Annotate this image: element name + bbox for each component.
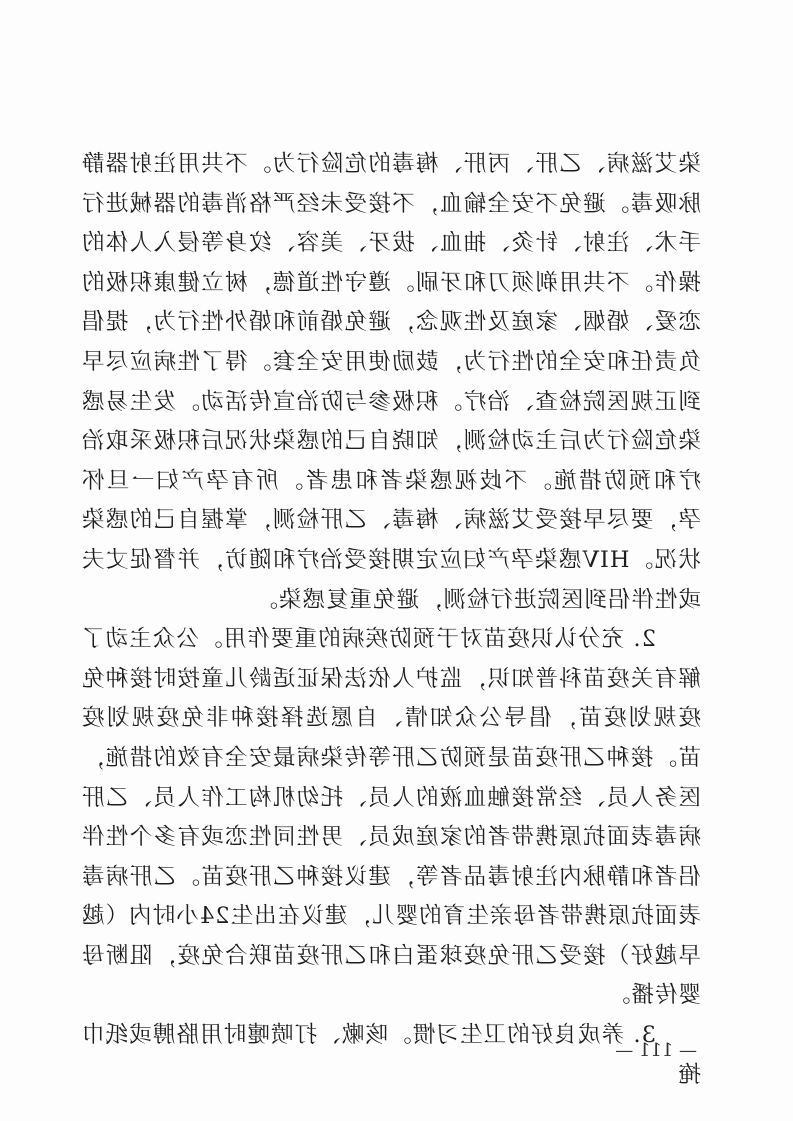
paragraph-continued: 染艾滋病、乙肝、丙肝、梅毒的危险行为。不共用注射器静脉吸毒。避免不安全输血，不接受未经严格消毒的器械进行手术、注射、针灸、抽血、拔牙、美容、纹身等侵入人体的操作。不共用剃须刀和牙刷。遵守性道德，树立健康积极的恋爱、婚姻、家庭及性观念，避免婚前和婚外性行为，提倡负责任和安全的性行为，鼓励使用安全套。得了性病应尽早到正规医院检查、治疗。积极参与防治宣传活动。发生易感染危险行为后主动检测，知晓自己的感染状况后积极采取治疗和预防措施。不歧视感染者和患者。所有孕产妇一旦怀孕，要尽早接受艾滋病、梅毒、乙肝检测，掌握自己的感染状况。HIV感染孕产妇应定期接受治疗和随访，并督促丈夫或性伴侣到医院进行检测，避免重复感染。: [81, 151, 701, 613]
body-text: [81, 145, 701, 1095]
paragraph-hygiene: 3. 养成良好的卫生习惯。咳嗽、打喷嚏时用胳膊或纸巾掩: [81, 1022, 701, 1088]
page-number: — 111 —: [615, 1040, 697, 1061]
paragraph-vaccines: 2. 充分认识疫苗对于预防疾病的重要作用。公众主动了解有关疫苗科普知识，监护人依法保证适龄儿童按时接种免疫规划疫苗，倡导公众知情、自愿选择接种非免疫规划疫苗。接种乙肝疫苗是预防乙肝等传染病最安全有效的措施，医务人员、经常接触血液的人员、托幼机构工作人员、乙肝病毒表面抗原携带者的家庭成员、男性同性恋或有多个性伴侣者和静脉内注射毒品者等，建议接种乙肝疫苗。乙肝病毒表面抗原携带者母亲生育的婴儿，建议在出生24小时内（越早越好）接受乙肝免疫球蛋白和乙肝疫苗联合免疫，阻断母婴传播。: [81, 626, 701, 1009]
